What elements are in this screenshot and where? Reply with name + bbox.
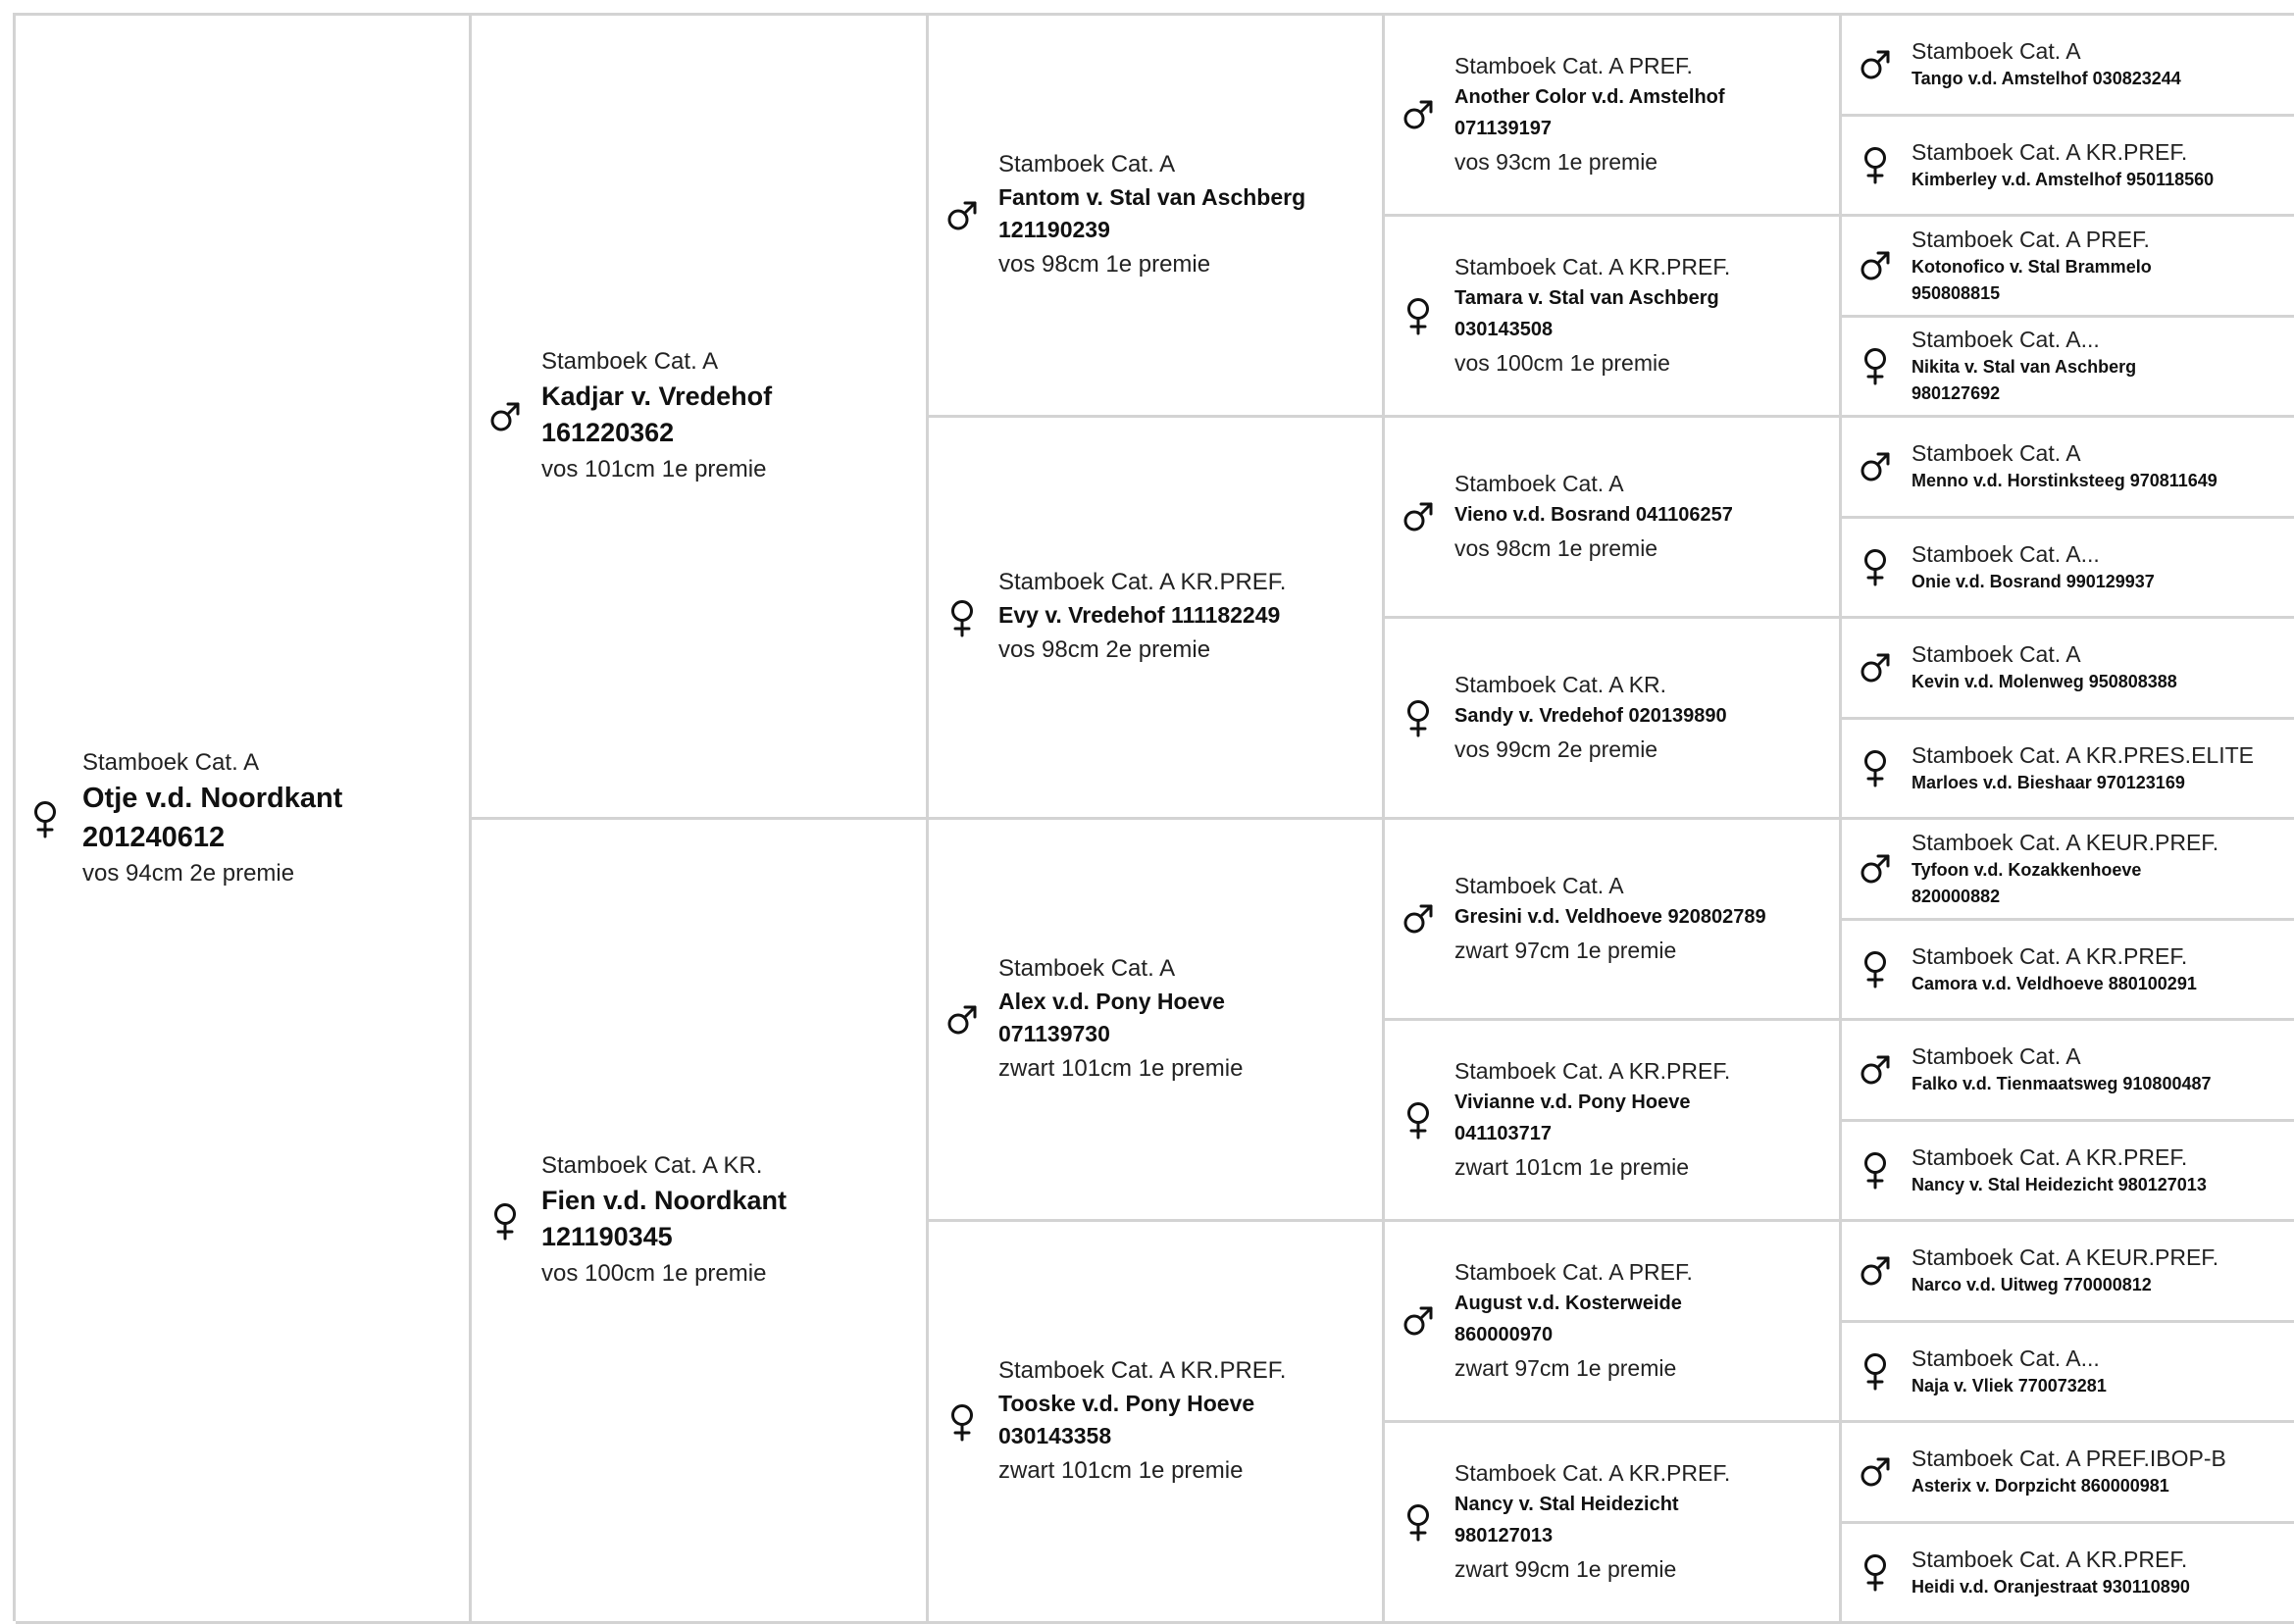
pedigree-cell-gen4[interactable] [1385,1021,1842,1222]
registration-number: 030143508 [1454,314,1730,345]
male-symbol-icon [1856,450,1895,483]
horse-info [1454,252,1730,381]
horse-info [541,345,772,488]
horse-name: Onie v.d. Bosrand 990129937 [1912,569,2155,595]
pedigree-cell-gen5[interactable] [1842,619,2294,720]
stamboek-label: Stamboek Cat. A [1912,438,2218,468]
pedigree-cell-gen1[interactable] [16,16,472,1624]
female-symbol-icon [1856,949,1895,989]
horse-details: vos 93cm 1e premie [1454,144,1725,179]
pedigree-cell-gen5[interactable] [1842,1323,2294,1424]
pedigree-cell-gen3[interactable] [929,820,1385,1222]
registration-number: 071139730 [998,1018,1243,1050]
male-symbol-icon [1399,98,1438,131]
horse-info [1454,469,1733,566]
horse-info [998,1354,1286,1490]
male-symbol-icon [1399,500,1438,533]
horse-name: Nancy v. Stal Heidezicht [1454,1489,1730,1520]
pedigree-cell-gen5[interactable] [1842,820,2294,921]
pedigree-cell-gen5[interactable] [1842,519,2294,620]
horse-name: Another Color v.d. Amstelhof [1454,81,1725,113]
stamboek-label: Stamboek Cat. A KEUR.PREF. [1912,1243,2218,1272]
horse-name: Falko v.d. Tienmaatsweg 910800487 [1912,1071,2212,1097]
horse-name: Tango v.d. Amstelhof 030823244 [1912,66,2181,92]
male-symbol-icon [1856,1455,1895,1489]
stamboek-label: Stamboek Cat. A PREF. [1454,1257,1693,1288]
horse-details: zwart 99cm 1e premie [1454,1551,1730,1587]
horse-name: Camora v.d. Veldhoeve 880100291 [1912,971,2197,997]
female-symbol-icon [1399,296,1438,335]
stamboek-label: Stamboek Cat. A KR.PREF. [1912,941,2197,971]
registration-number: 860000970 [1454,1319,1693,1350]
stamboek-label: Stamboek Cat. A... [1912,539,2155,569]
registration-number: 161220362 [541,415,772,451]
horse-name: Kotonofico v. Stal Brammelo [1912,254,2152,280]
horse-info [1912,225,2152,307]
horse-info [1912,828,2218,910]
stamboek-label: Stamboek Cat. A KR.PREF. [998,1354,1286,1388]
horse-name: Kimberley v.d. Amstelhof 950118560 [1912,167,2214,193]
female-symbol-icon [943,1402,982,1442]
registration-number: 121190239 [998,214,1305,246]
horse-info [1912,740,2254,796]
stamboek-label: Stamboek Cat. A KR.PREF. [1454,1056,1730,1087]
horse-name: Vivianne v.d. Pony Hoeve [1454,1087,1730,1118]
horse-name: Fantom v. Stal van Aschberg [998,181,1305,214]
female-symbol-icon [25,799,65,838]
registration-number: 980127013 [1454,1520,1730,1551]
stamboek-label: Stamboek Cat. A KR.PREF. [1912,137,2214,167]
stamboek-label: Stamboek Cat. A [1454,469,1733,499]
male-symbol-icon [1399,1304,1438,1338]
horse-name: Kevin v.d. Molenweg 950808388 [1912,669,2177,695]
pedigree-cell-gen5[interactable] [1842,117,2294,218]
stamboek-label: Stamboek Cat. A... [1912,325,2136,354]
stamboek-label: Stamboek Cat. A PREF. [1454,51,1725,81]
male-symbol-icon [1856,852,1895,886]
stamboek-label: Stamboek Cat. A KEUR.PREF. [1912,828,2218,857]
female-symbol-icon [1399,1100,1438,1140]
horse-info [998,148,1305,283]
female-symbol-icon [485,1201,525,1241]
horse-info [82,747,342,890]
horse-name: Narco v.d. Uitweg 770000812 [1912,1272,2218,1298]
male-symbol-icon [485,400,525,433]
horse-name: Alex v.d. Pony Hoeve [998,986,1243,1018]
male-symbol-icon [1856,48,1895,81]
male-symbol-icon [1856,1254,1895,1288]
horse-details: zwart 101cm 1e premie [998,1050,1243,1088]
horse-info [1912,539,2155,595]
stamboek-label: Stamboek Cat. A [1454,871,1766,901]
female-symbol-icon [1856,1351,1895,1391]
horse-name: Kadjar v. Vredehof [541,379,772,415]
horse-details: vos 101cm 1e premie [541,451,772,488]
pedigree-table [13,13,2294,1621]
registration-number: 030143358 [998,1420,1286,1452]
horse-details: vos 98cm 1e premie [998,246,1305,283]
stamboek-label: Stamboek Cat. A KR.PRES.ELITE [1912,740,2254,770]
horse-name: Otje v.d. Noordkant [82,779,342,818]
horse-info [1912,325,2136,407]
stamboek-label: Stamboek Cat. A KR.PREF. [1912,1545,2190,1574]
horse-name: Fien v.d. Noordkant [541,1183,787,1219]
horse-name: Asterix v. Dorpzicht 860000981 [1912,1473,2226,1499]
horse-info [998,566,1286,669]
horse-name: Tooske v.d. Pony Hoeve [998,1388,1286,1420]
stamboek-label: Stamboek Cat. A [998,148,1305,181]
horse-details: vos 94cm 2e premie [82,857,342,890]
horse-name: Nancy v. Stal Heidezicht 980127013 [1912,1172,2207,1198]
pedigree-cell-gen5[interactable] [1842,217,2294,318]
horse-info [1454,1056,1730,1185]
horse-info [1454,1458,1730,1587]
female-symbol-icon [1856,547,1895,586]
stamboek-label: Stamboek Cat. A PREF.IBOP-B [1912,1444,2226,1473]
stamboek-label: Stamboek Cat. A KR.PREF. [1912,1142,2207,1172]
stamboek-label: Stamboek Cat. A [82,747,342,779]
pedigree-cell-gen3[interactable] [929,16,1385,418]
pedigree-cell-gen5[interactable] [1842,318,2294,419]
pedigree-cell-gen4[interactable] [1385,1423,1842,1624]
horse-name: August v.d. Kosterweide [1454,1288,1693,1319]
horse-name: Tyfoon v.d. Kozakkenhoeve [1912,857,2218,884]
pedigree-cell-gen3[interactable] [929,418,1385,820]
pedigree-cell-gen5[interactable] [1842,1423,2294,1524]
female-symbol-icon [1399,1502,1438,1542]
horse-info [998,952,1243,1088]
horse-details: zwart 97cm 1e premie [1454,933,1766,968]
stamboek-label: Stamboek Cat. A KR. [541,1149,787,1183]
horse-info [1912,1545,2190,1600]
pedigree-cell-gen5[interactable] [1842,418,2294,519]
horse-details: zwart 101cm 1e premie [998,1452,1286,1490]
pedigree-cell-gen5[interactable] [1842,921,2294,1022]
stamboek-label: Stamboek Cat. A KR. [1454,670,1727,700]
horse-info [541,1149,787,1293]
pedigree-cell-gen4[interactable] [1385,418,1842,619]
horse-info [1454,51,1725,179]
horse-name: Nikita v. Stal van Aschberg [1912,354,2136,381]
female-symbol-icon [1399,698,1438,737]
male-symbol-icon [1399,902,1438,936]
stamboek-label: Stamboek Cat. A... [1912,1344,2107,1373]
stamboek-label: Stamboek Cat. A KR.PREF. [998,566,1286,599]
horse-info [1454,871,1766,968]
pedigree-cell-gen3[interactable] [929,1222,1385,1624]
male-symbol-icon [1856,249,1895,282]
female-symbol-icon [943,598,982,637]
horse-info [1912,1041,2212,1097]
stamboek-label: Stamboek Cat. A PREF. [1912,225,2152,254]
male-symbol-icon [943,199,982,232]
registration-number: 950808815 [1912,280,2152,307]
horse-details: vos 100cm 1e premie [1454,345,1730,381]
stamboek-label: Stamboek Cat. A [998,952,1243,986]
pedigree-cell-gen5[interactable] [1842,1122,2294,1223]
horse-name: Vieno v.d. Bosrand 041106257 [1454,499,1733,531]
horse-info [1912,438,2218,494]
horse-details: zwart 101cm 1e premie [1454,1149,1730,1185]
stamboek-label: Stamboek Cat. A [1912,1041,2212,1071]
pedigree-cell-gen5[interactable] [1842,1021,2294,1122]
pedigree-cell-gen4[interactable] [1385,619,1842,820]
female-symbol-icon [1856,346,1895,385]
pedigree-cell-gen4[interactable] [1385,217,1842,418]
pedigree-cell-gen5[interactable] [1842,1222,2294,1323]
female-symbol-icon [1856,748,1895,787]
female-symbol-icon [1856,145,1895,184]
horse-info [1912,1444,2226,1499]
male-symbol-icon [1856,1053,1895,1087]
pedigree-cell-gen4[interactable] [1385,16,1842,217]
stamboek-label: Stamboek Cat. A KR.PREF. [1454,252,1730,282]
pedigree-cell-gen5[interactable] [1842,1524,2294,1624]
horse-info [1454,1257,1693,1386]
stamboek-label: Stamboek Cat. A [1912,639,2177,669]
horse-name: Naja v. Vliek 770073281 [1912,1373,2107,1399]
registration-number: 071139197 [1454,113,1725,144]
female-symbol-icon [1856,1552,1895,1592]
horse-name: Marloes v.d. Bieshaar 970123169 [1912,770,2254,796]
horse-name: Gresini v.d. Veldhoeve 920802789 [1454,901,1766,933]
horse-info [1454,670,1727,767]
pedigree-cell-gen5[interactable] [1842,720,2294,821]
pedigree-cell-gen4[interactable] [1385,820,1842,1021]
horse-name: Tamara v. Stal van Aschberg [1454,282,1730,314]
registration-number: 980127692 [1912,381,2136,407]
pedigree-cell-gen4[interactable] [1385,1222,1842,1423]
horse-info [1912,941,2197,997]
stamboek-label: Stamboek Cat. A [541,345,772,379]
horse-info [1912,137,2214,193]
horse-details: vos 98cm 1e premie [1454,531,1733,566]
registration-number: 820000882 [1912,884,2218,910]
pedigree-cell-gen2[interactable] [472,820,929,1624]
horse-info [1912,639,2177,695]
registration-number: 121190345 [541,1219,787,1255]
horse-details: zwart 97cm 1e premie [1454,1350,1693,1386]
horse-info [1912,1243,2218,1298]
pedigree-cell-gen2[interactable] [472,16,929,820]
male-symbol-icon [943,1003,982,1037]
horse-details: vos 100cm 1e premie [541,1255,787,1293]
registration-number: 041103717 [1454,1118,1730,1149]
horse-info [1912,1344,2107,1399]
horse-details: vos 99cm 2e premie [1454,732,1727,767]
horse-info [1912,36,2181,92]
registration-number: 201240612 [82,818,342,857]
female-symbol-icon [1856,1150,1895,1190]
horse-info [1912,1142,2207,1198]
stamboek-label: Stamboek Cat. A [1912,36,2181,66]
pedigree-cell-gen5[interactable] [1842,16,2294,117]
male-symbol-icon [1856,651,1895,685]
horse-name: Evy v. Vredehof 111182249 [998,599,1286,632]
horse-details: vos 98cm 2e premie [998,632,1286,669]
horse-name: Heidi v.d. Oranjestraat 930110890 [1912,1574,2190,1600]
horse-name: Menno v.d. Horstinksteeg 970811649 [1912,468,2218,494]
stamboek-label: Stamboek Cat. A KR.PREF. [1454,1458,1730,1489]
horse-name: Sandy v. Vredehof 020139890 [1454,700,1727,732]
